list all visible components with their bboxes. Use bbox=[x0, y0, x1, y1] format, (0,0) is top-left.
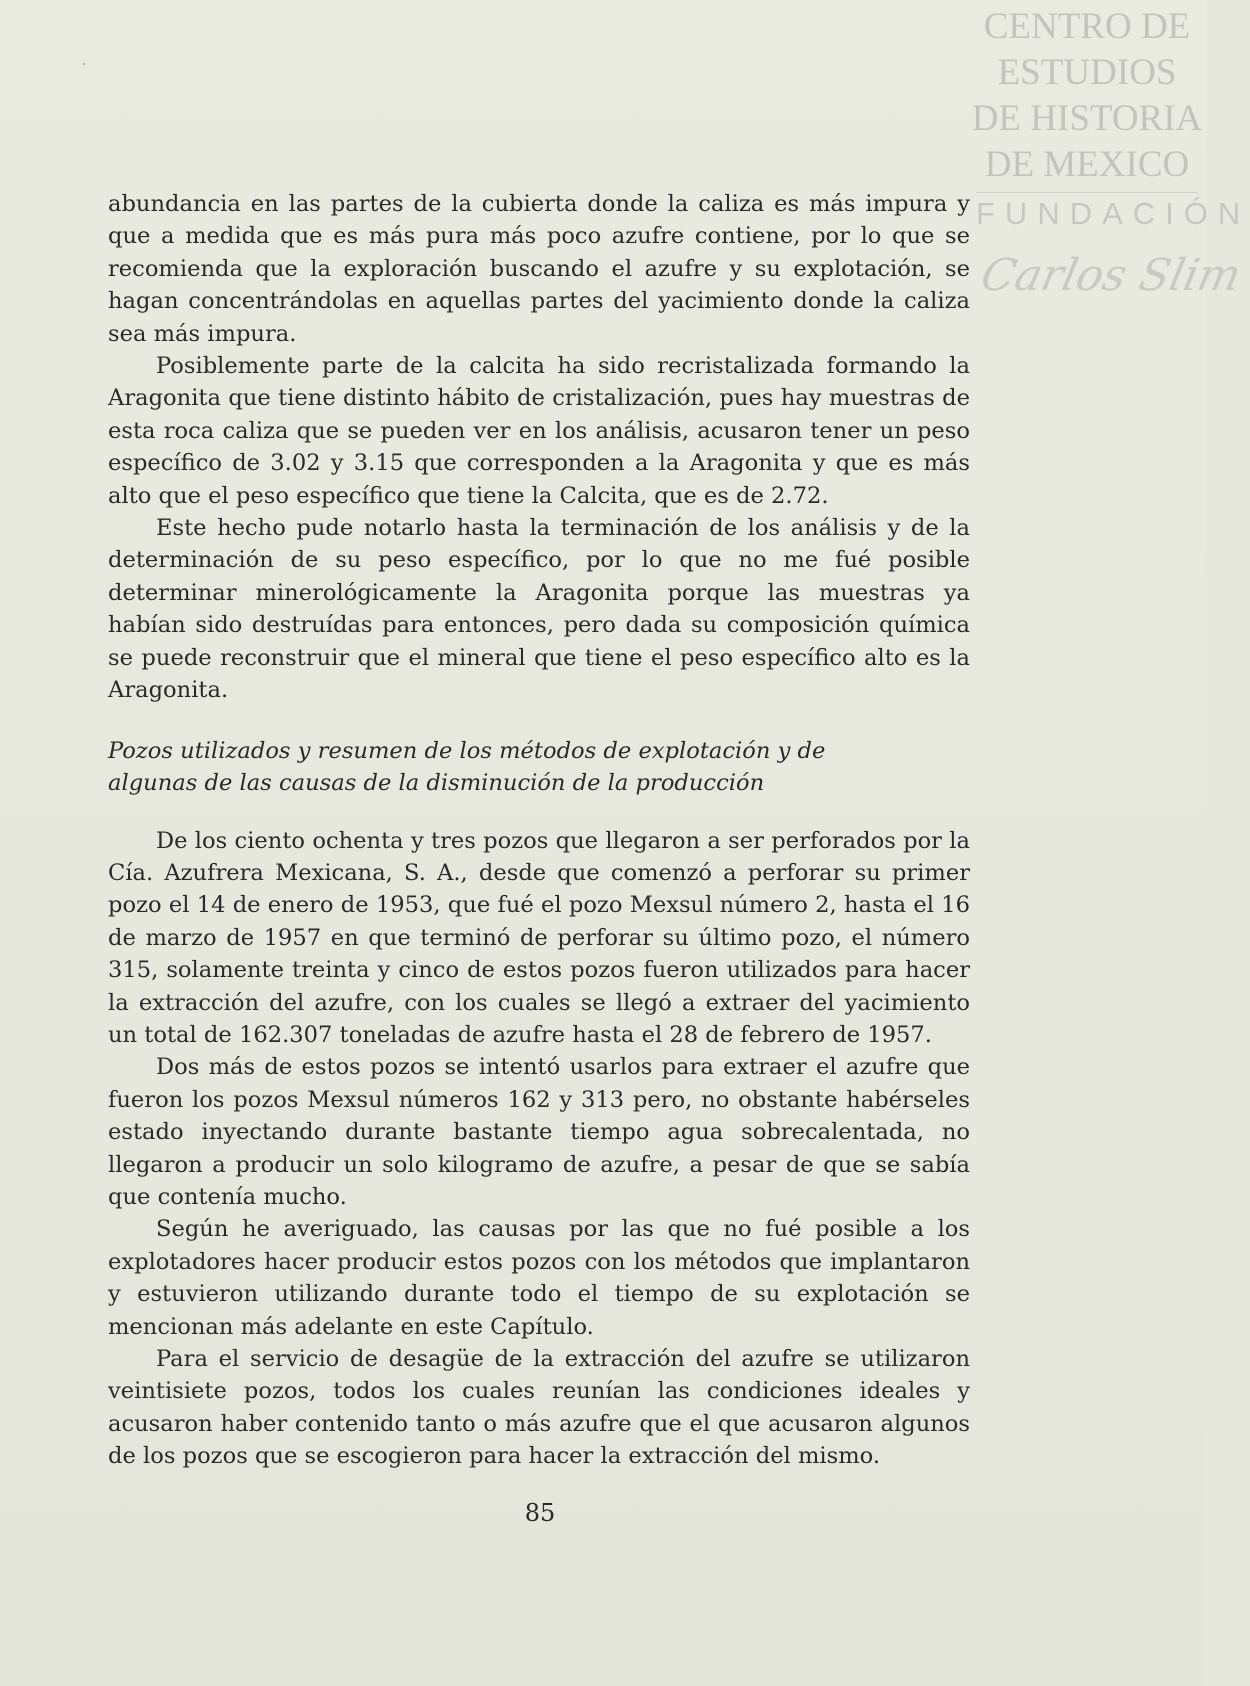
paragraph-2: Posiblemente parte de la calcita ha sido recristalizada formando la Aragonita que tiene distinto hábito de cristalización, pues hay muestras de esta roca caliza que se pueden ver en los análisis, acusaron tener un peso específico de 3.02 y 3.15 que corresponden a la Aragonita y que es más alto que el peso específico que tiene la Calcita, que es de 2.72. bbox=[108, 353, 970, 509]
section-heading: Pozos utilizados y resumen de los métodos de explotación y de algunas de las causas de la disminución de la producción bbox=[108, 737, 826, 796]
watermark-divider bbox=[976, 192, 1198, 193]
paragraph-1: abundancia en las partes de la cubierta donde la caliza es más impura y que a medida que es más pura más poco azufre contiene, por lo que se recomienda que la exploración buscando el azufre y su explotación, se hagan concentrándolas en aquellas partes del yacimiento donde la caliza sea más impura. bbox=[108, 191, 970, 347]
paragraph-7: Para el servicio de desagüe de la extracción del azufre se utilizaron veintisiete pozos, todos los cuales reunían las condiciones ideales y acusaron haber contenido tanto o más azufre que el que acusaron algunos de los pozos que se escogieron para hacer la extracción del mismo. bbox=[108, 1346, 970, 1470]
watermark-line-4: DE MEXICO bbox=[984, 144, 1190, 185]
paragraph-4: De los ciento ochenta y tres pozos que llegaron a ser perforados por la Cía. Azufrera Mexicana, S. A., desde que comenzó a perforar su primer pozo el 14 de enero de 1953, que fué el pozo Mexsul número 2, hasta el 16 de marzo de 1957 en que terminó de perforar su último pozo, el número 315, solamente treinta y cinco de estos pozos fueron utilizados para hacer la extracción del azufre, con los cuales se llegó a extraer del yacimiento un total de 162.307 toneladas de azufre hasta el 28 de febrero de 1957. bbox=[108, 827, 970, 1048]
scan-speck bbox=[83, 63, 85, 65]
watermark bbox=[968, 4, 1206, 193]
watermark-line-3: DE HISTORIA bbox=[971, 98, 1203, 139]
watermark-line-1: CENTRO DE bbox=[983, 6, 1191, 47]
page-number: 85 bbox=[524, 1499, 556, 1527]
page-body bbox=[108, 188, 970, 1473]
paragraph-3: Este hecho pude notarlo hasta la terminación de los análisis y de la determinación de su peso específico, por lo que no me fué posible determinar minerológicamente la Aragonita porque las muestras ya habían sido destruídas para entonces, pero dada su composición química se puede reconstruir que el mineral que tiene el peso específico alto es la Aragonita. bbox=[108, 515, 970, 704]
watermark-fundacion: FUNDACIÓN bbox=[976, 196, 1250, 231]
watermark-signature: Carlos Slim bbox=[976, 250, 1246, 301]
paragraph-6: Según he averiguado, las causas por las que no fué posible a los explotadores hacer producir estos pozos con los métodos que implantaron y estuvieron utilizando durante todo el tiempo de su explotación se mencionan más adelante en este Capítulo. bbox=[108, 1216, 970, 1340]
paragraph-5: Dos más de estos pozos se intentó usarlos para extraer el azufre que fueron los pozos Mexsul números 162 y 313 pero, no obstante habérseles estado inyectando durante bastante tiempo agua sobrecalentada, no llegaron a producir un solo kilogramo de azufre, a pesar de que se sabía que contenía mucho. bbox=[108, 1054, 970, 1210]
watermark-line-2: ESTUDIOS bbox=[997, 52, 1177, 93]
